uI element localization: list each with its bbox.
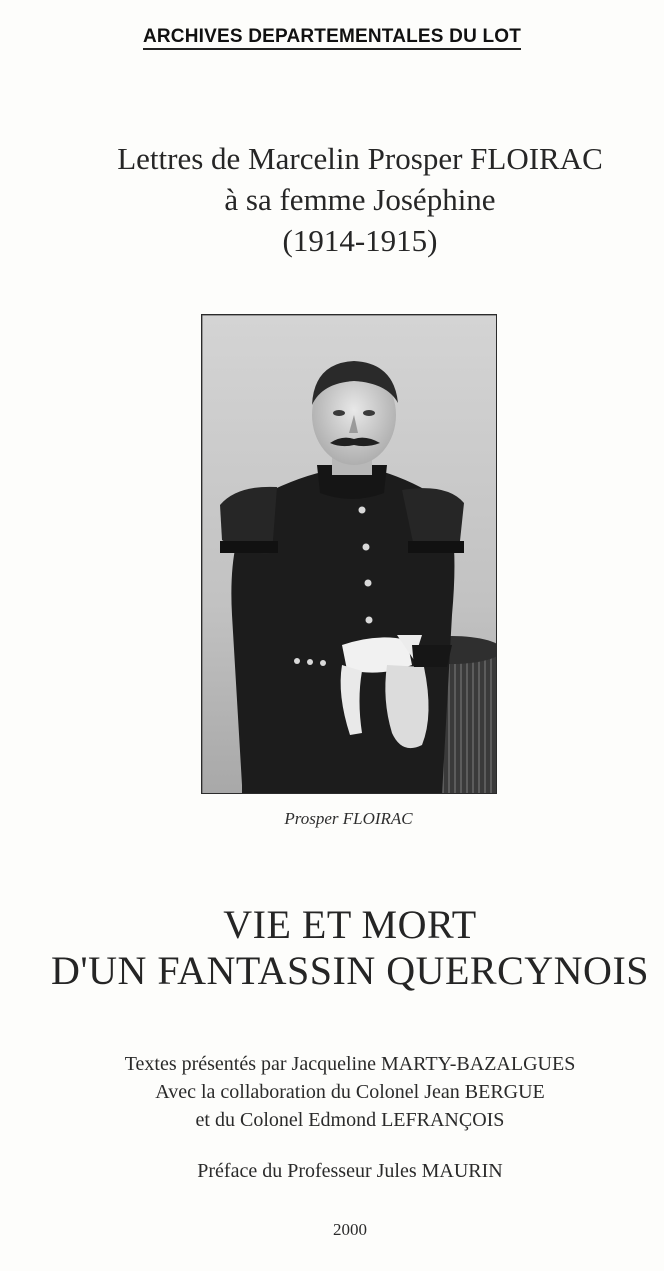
book-title-line-1: VIE ET MORT bbox=[223, 902, 477, 947]
portrait-photo bbox=[201, 314, 497, 794]
credits-line-3: et du Colonel Edmond LEFRANÇOIS bbox=[195, 1109, 505, 1131]
archive-heading-text: ARCHIVES DEPARTEMENTALES DU LOT bbox=[143, 26, 521, 50]
letters-years: (1914-1915) bbox=[282, 223, 438, 258]
letters-line-1: Lettres de Marcelin Prosper FLOIRAC bbox=[117, 141, 603, 176]
credits-line-1: Textes présentés par Jacqueline MARTY-BAZALGUES bbox=[124, 1053, 576, 1075]
archive-heading bbox=[0, 26, 664, 48]
credits-block bbox=[0, 1050, 664, 1134]
letters-subtitle bbox=[20, 138, 664, 261]
book-title bbox=[0, 902, 664, 994]
preface-line: Préface du Professeur Jules MAURIN bbox=[197, 1160, 503, 1182]
credits-line-2: Avec la collaboration du Colonel Jean BERGUE bbox=[155, 1081, 545, 1103]
letters-line-2: à sa femme Joséphine bbox=[224, 182, 496, 217]
photo-caption: Prosper FLOIRAC bbox=[284, 809, 413, 828]
publication-year: 2000 bbox=[333, 1220, 367, 1239]
book-title-line-2: D'UN FANTASSIN QUERCYNOIS bbox=[50, 948, 650, 993]
